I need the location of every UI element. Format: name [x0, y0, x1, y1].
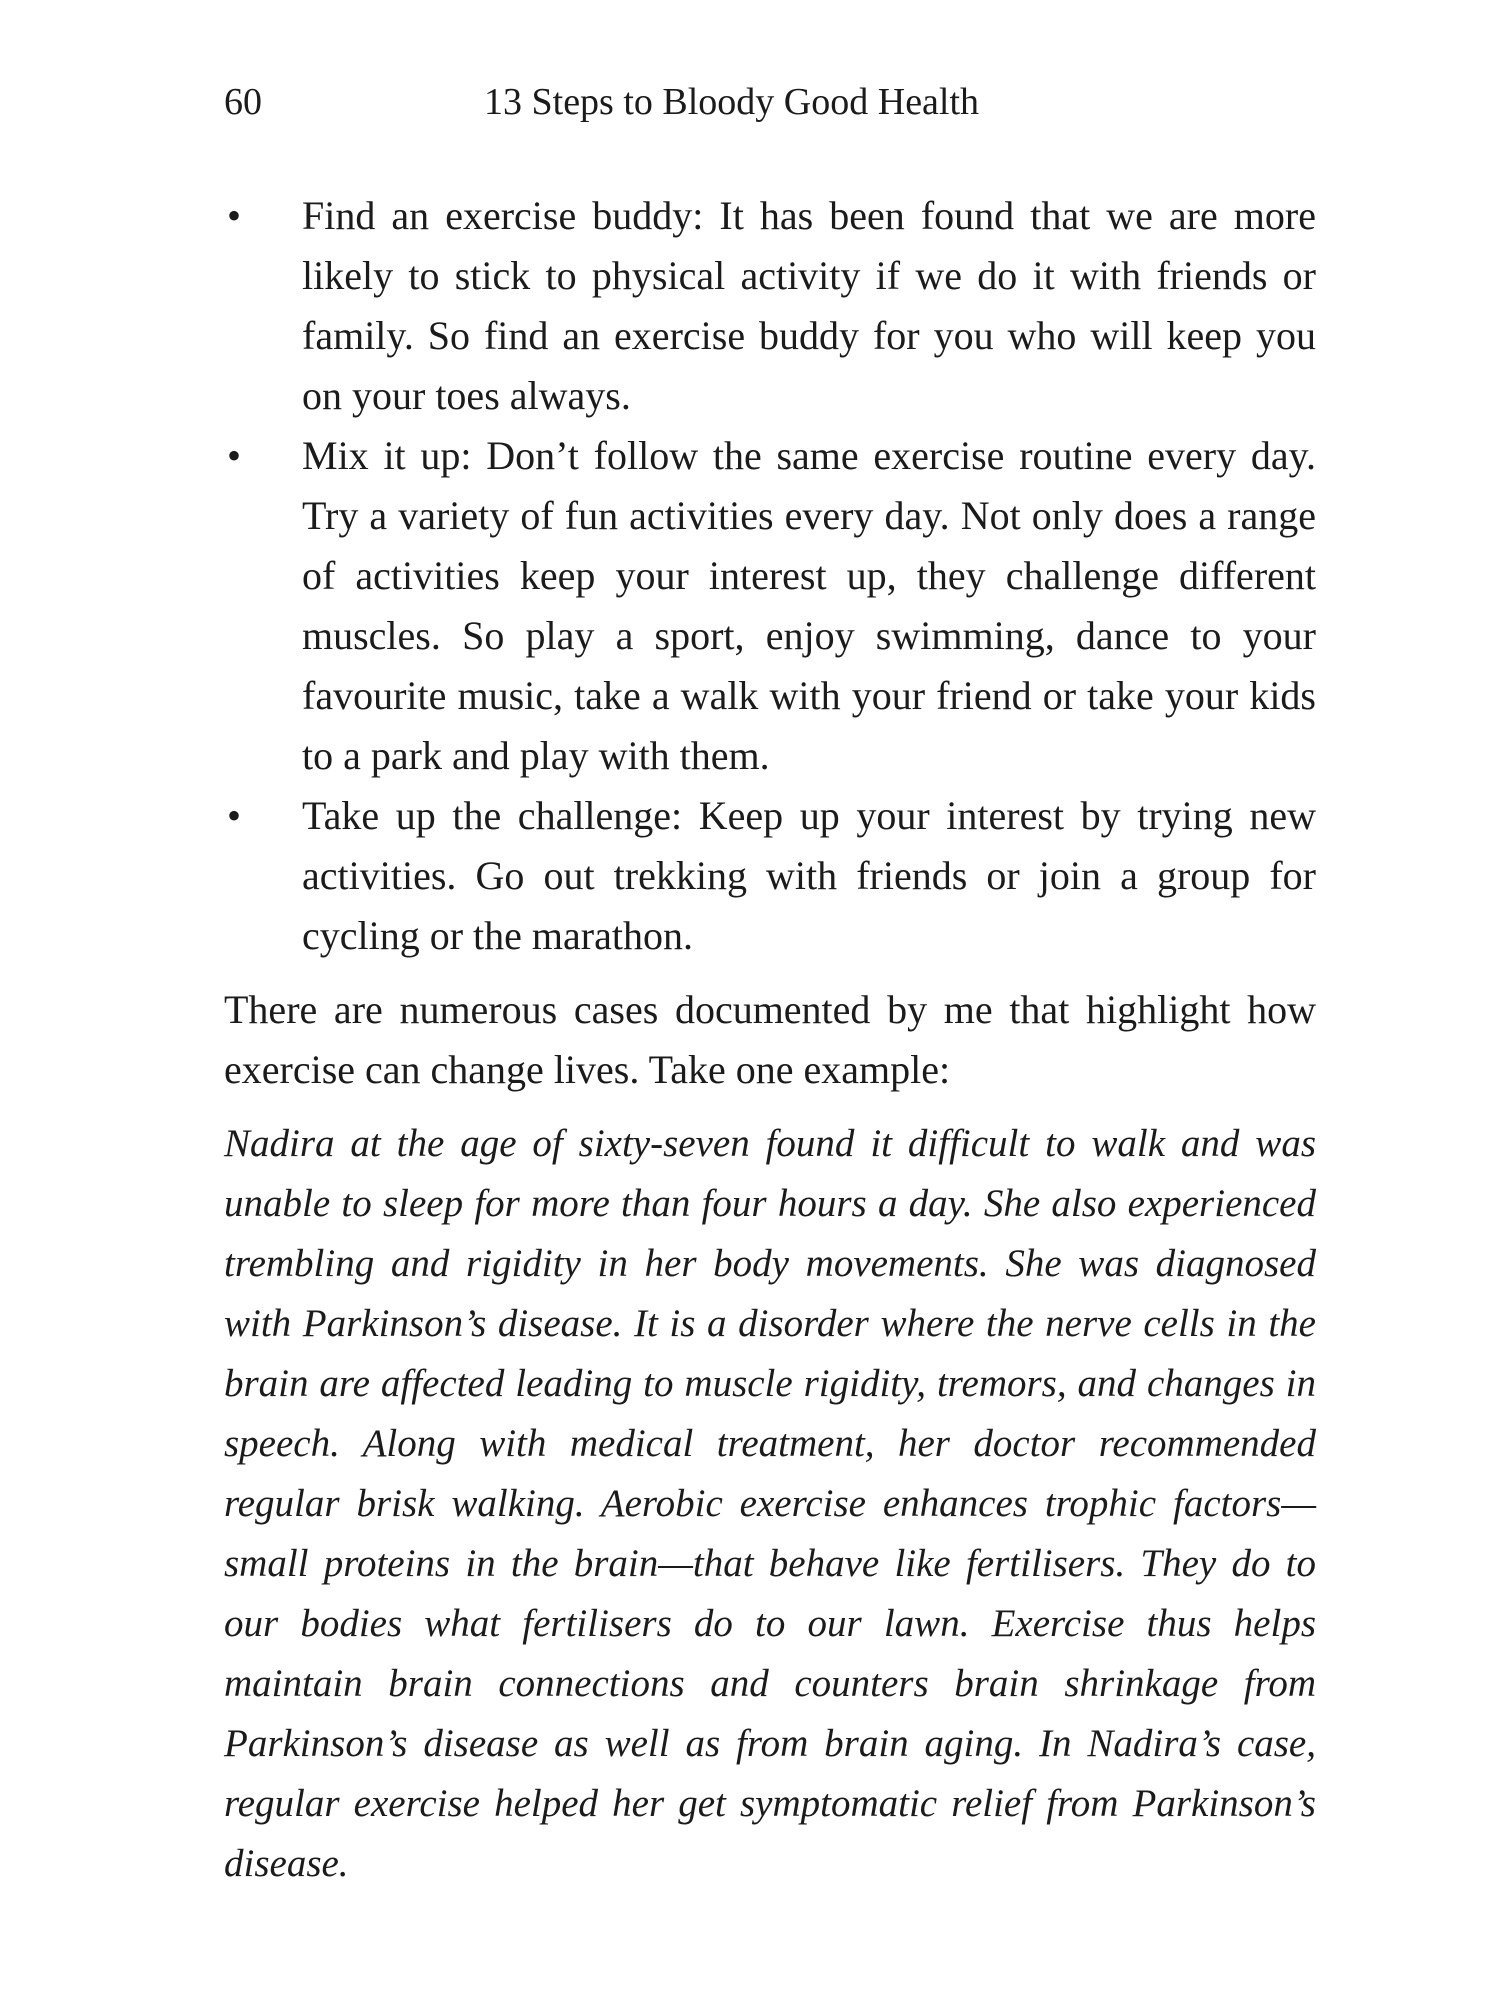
list-item — [224, 186, 1316, 426]
case-study-paragraph: Nadira at the age of sixty-seven found it difficult to walk and was unable to sleep for more than four hours a day. She also experienced trembling and rigidity in her body movements. She was diagnosed with Parkinson’s disease. It is a disorder where the nerve cells in the brain are affected leading to muscle rigidity, tremors, and changes in speech. Along with medical treatment, her doctor recommended regular brisk walking. Aerobic exercise enhances trophic factors—small proteins in the brain—that behave like fertilisers. They do to our bodies what fertilisers do to our lawn. Exercise thus helps maintain brain connections and counters brain shrinkage from Parkinson’s disease as well as from brain aging. In Nadira’s case, regular exercise helped her get symptomatic relief from Parkinson’s disease. — [224, 1122, 1316, 1885]
list-item-text: Take up the challenge: Keep up your interest by trying new activities. Go out trekking with friends or join a group for cycling or the marathon. — [302, 793, 1316, 958]
book-page — [224, 72, 1316, 1894]
list-item-text: Find an exercise buddy: It has been found that we are more likely to stick to physical activity if we do it with friends or family. So find an exercise buddy for you who will keep you on your toes always. — [302, 193, 1316, 418]
running-head — [224, 72, 1316, 132]
list-item — [224, 426, 1316, 786]
bullet-icon: • — [227, 433, 242, 478]
bullet-icon: • — [227, 193, 242, 238]
book-title: 13 Steps to Bloody Good Health — [484, 81, 980, 123]
tips-list — [224, 186, 1316, 966]
intro-paragraph: There are numerous cases documented by me that highlight how exercise can change lives. Take one example: — [224, 987, 1316, 1092]
page-number: 60 — [224, 81, 262, 123]
list-item — [224, 786, 1316, 966]
list-item-text: Mix it up: Don’t follow the same exercise routine every day. Try a variety of fun activities every day. Not only does a range of activities keep your interest up, they challenge different muscles. So play a sport, enjoy swimming, dance to your favourite music, take a walk with your friend or take your kids to a park and play with them. — [302, 433, 1316, 778]
bullet-icon: • — [227, 793, 242, 838]
